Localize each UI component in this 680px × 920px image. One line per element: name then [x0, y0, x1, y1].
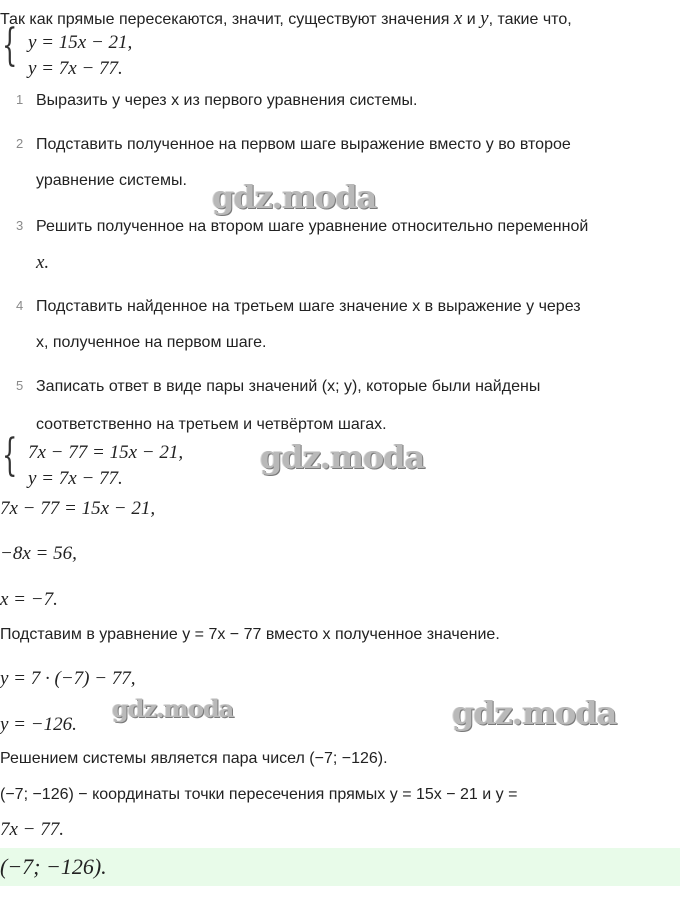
- step-number: 1: [16, 92, 24, 107]
- step-number: 3: [16, 218, 24, 233]
- watermark: gdz.moda: [212, 178, 377, 216]
- intro-var-x: x: [453, 8, 463, 29]
- intro-line: [0, 8, 572, 30]
- system-2-eq-2: y = 7x − 77.: [28, 468, 123, 489]
- answer-box: [0, 848, 680, 886]
- system-1-eq-2: y = 7x − 77.: [28, 58, 123, 79]
- solution-line-2: −8x = 56,: [0, 543, 77, 564]
- step-number: 2: [16, 136, 24, 151]
- conclusion-1: Решением системы является пара чисел (−7; −126).: [0, 750, 388, 767]
- intro-tail: , такие что,: [488, 11, 572, 28]
- step-number: 5: [16, 378, 24, 393]
- step-text-cont: уравнение системы.: [36, 172, 187, 189]
- substitute-text: Подставим в уравнение y = 7x − 77 вместо x полученное значение.: [0, 626, 500, 643]
- intro-and: и: [462, 11, 481, 28]
- brace-icon: {: [2, 430, 18, 481]
- conclusion-2-cont: 7x − 77.: [0, 819, 65, 840]
- system-1-eq-1: y = 15x − 21,: [28, 32, 133, 53]
- step-text: Решить полученное на втором шаге уравнение относительно переменной: [36, 218, 589, 235]
- answer-value: (−7; −126).: [0, 854, 107, 879]
- system-2-eq-1: 7x − 77 = 15x − 21,: [28, 442, 184, 463]
- intro-text: Так как прямые пересекаются, значит, существуют значения: [0, 11, 454, 28]
- step-text: Записать ответ в виде пары значений (x; y), которые были найдены: [36, 378, 541, 395]
- step-text-cont: x, полученное на первом шаге.: [36, 334, 267, 351]
- step-number: 4: [16, 298, 24, 313]
- solution-line-5: y = −126.: [0, 714, 77, 735]
- intro-var-y: y: [480, 8, 489, 29]
- step-text-cont: x.: [36, 252, 50, 273]
- conclusion-2: (−7; −126) − координаты точки пересечения прямых y = 15x − 21 и y =: [0, 786, 518, 803]
- step-text: Подставить полученное на первом шаге выражение вместо y во второе: [36, 136, 571, 153]
- brace-icon: {: [2, 20, 18, 71]
- watermark: gdz.moda: [260, 438, 425, 476]
- solution-line-3: x = −7.: [0, 589, 58, 610]
- step-text: Выразить y через x из первого уравнения системы.: [36, 92, 418, 109]
- watermark: gdz.moda: [112, 694, 234, 723]
- step-text-cont: соответственно на третьем и четвёртом шагах.: [36, 416, 387, 433]
- solution-line-4: y = 7 · (−7) − 77,: [0, 668, 136, 689]
- watermark: gdz.moda: [452, 694, 617, 732]
- solution-line-1: 7x − 77 = 15x − 21,: [0, 498, 156, 519]
- step-text: Подставить найденное на третьем шаге значение x в выражение y через: [36, 298, 581, 315]
